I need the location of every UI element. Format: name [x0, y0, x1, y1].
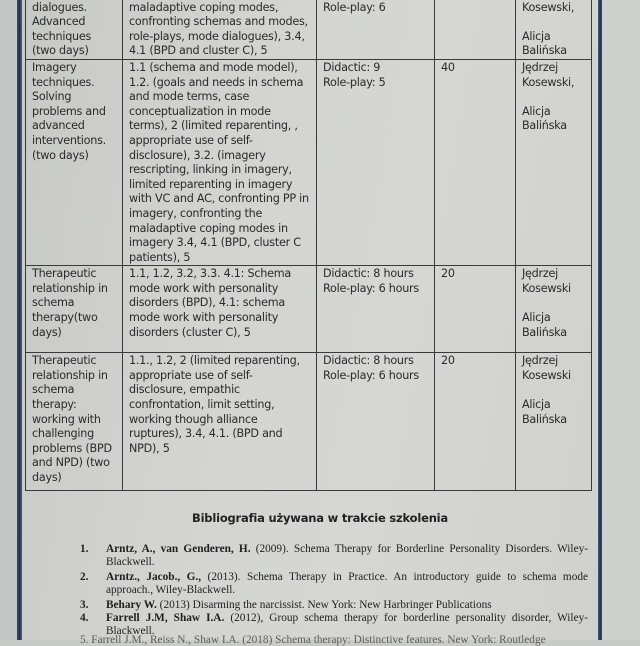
content-line: limited reparenting in imagery	[129, 177, 293, 191]
bibliography-item	[80, 543, 588, 568]
trainer-line: Alicja	[522, 29, 551, 43]
content-line: appropriate use of self-	[129, 368, 253, 382]
item-reference: (2013). Schema Therapy in Practice. An introductory guide to schema mode approach., Wiley-Blackwell.	[106, 571, 589, 596]
content-line: disorders (BPD), 4.1: schema	[129, 296, 285, 310]
hours-line: Didactic: 9	[323, 60, 381, 74]
hours-line: Didactic: 8 hours	[323, 354, 414, 368]
topic-line: Solving	[32, 90, 72, 104]
content-line: disorders (cluster C), 5	[129, 325, 251, 339]
topic-line: (two days)	[32, 44, 89, 58]
content-line: role-plays, mode dialogues), 3.4,	[129, 29, 305, 43]
bibliography-list	[80, 543, 588, 640]
content-line: mode work with personality	[129, 311, 279, 325]
item-authors: Arntz, A., van Genderen, H.	[106, 543, 251, 555]
content-line: and mode terms, case	[129, 90, 250, 104]
topic-line: advanced	[32, 119, 85, 133]
topic-line: therapy:	[32, 398, 77, 412]
trainer-gap	[522, 90, 586, 105]
topic-line: Therapeutic	[32, 267, 97, 281]
topic-line: relationship in	[32, 281, 108, 295]
content-cell	[123, 353, 317, 491]
trainer-line: Jędrzej	[522, 60, 558, 74]
content-line: disclosure, empathic	[129, 383, 240, 397]
topic-line: interventions.	[32, 133, 106, 147]
content-line: imagery 3.4, 4.1 (BPD, cluster C	[129, 236, 301, 250]
topic-line: Therapeutic	[32, 354, 97, 368]
content-line: 4.1 (BPD and cluster C), 5	[129, 44, 268, 58]
trainers-cell	[516, 353, 592, 491]
content-line: 1.1 (schema and mode model),	[129, 60, 298, 74]
trainer-line: Kosewski	[522, 281, 571, 295]
content-line: NPD), 5	[129, 441, 170, 455]
item-reference: (2009). Schema Therapy for Borderline Personality Disorders. Wiley-Blackwell.	[106, 543, 588, 568]
item-authors: Farrell J.M, Shaw I.A.	[106, 611, 225, 624]
table-row	[26, 266, 592, 353]
trainer-line: Alicja	[522, 311, 551, 325]
item-reference: (2012), Group schema therapy for borderline personality disorder, Wiley-Blackwell.	[106, 611, 588, 637]
trainer-line: Kosewski	[522, 368, 571, 382]
topic-line: and NPD) (two	[32, 456, 110, 470]
content-cell	[123, 0, 317, 59]
item-number: 2.	[80, 571, 89, 584]
table-row	[26, 353, 592, 491]
content-line: confrontation, limit setting,	[129, 398, 275, 412]
binder-shadow-right	[602, 0, 640, 640]
topic-line: techniques.	[32, 75, 95, 89]
item-authors: Behary W.	[106, 599, 157, 612]
topic-line: days)	[32, 471, 62, 485]
topic-line: techniques	[32, 29, 92, 43]
topic-line: Imagery	[32, 60, 77, 74]
content-line: rescripting, linking in imagery,	[129, 163, 292, 177]
content-line: mode work with personality	[129, 281, 279, 295]
topic-line: (two days)	[32, 148, 89, 162]
hours-cell	[317, 353, 435, 491]
item-authors: Arntz., Jacob., G.,	[106, 571, 202, 584]
content-line: appropriate use of self-	[129, 133, 253, 147]
count-cell	[435, 266, 516, 353]
bibliography-title: Bibliografia używana w trakcie szkolenia	[192, 511, 448, 525]
topic-line: problems (BPD	[32, 441, 112, 455]
content-line: imagery, confronting the	[129, 206, 263, 220]
topic-line: Advanced	[32, 15, 86, 29]
trainer-line: Balińska	[522, 119, 567, 133]
trainer-line: Jędrzej	[522, 354, 558, 368]
hours-line: Role-play: 6	[323, 0, 386, 14]
content-line: 1.1., 1.2, 2 (limited reparenting,	[129, 354, 300, 368]
topic-line: challenging	[32, 427, 94, 441]
trainers-cell	[516, 266, 592, 353]
topic-line: days)	[32, 325, 62, 339]
content-cell	[123, 266, 317, 353]
content-line: terms), 2 (limited reparenting, ,	[129, 119, 298, 133]
item-reference: (2013) Disarming the narcissist. New York: New Harbringer Publications	[156, 599, 492, 612]
hours-cell	[317, 266, 435, 353]
topic-line: relationship in	[32, 368, 108, 382]
bibliography-item	[80, 571, 588, 596]
binder-edge-left	[17, 0, 22, 640]
content-line: ruptures), 3.4, 4.1. (BPD and	[129, 427, 283, 441]
trainer-line: Jędrzej	[522, 267, 558, 281]
trainer-line: Kosewski,	[522, 0, 575, 14]
content-line: 1.2. (goals and needs in schema	[129, 75, 304, 89]
count-value: 20	[441, 267, 455, 281]
topic-line: working with	[32, 412, 101, 426]
count-value: 20	[441, 354, 455, 368]
bibliography-item	[80, 599, 588, 612]
topic-line: problems and	[32, 104, 106, 118]
content-line: confronting schemas and modes,	[129, 15, 308, 29]
bibliography-item-cut: 5. Farrell J.M., Reiss N., Shaw I.A. (2018) Schema therapy: Distinctive features. New York: Routledge	[80, 634, 546, 646]
topic-line: dialogues.	[32, 0, 87, 14]
content-line: with VC and AC, confronting PP in	[129, 192, 309, 206]
content-line: 1.1, 1.2, 3.2, 3.3. 4.1: Schema	[129, 267, 291, 281]
topic-line: therapy(two	[32, 311, 98, 325]
trainer-line: Alicja	[522, 104, 551, 118]
content-line: working though alliance	[129, 412, 258, 426]
item-number: 4.	[80, 611, 89, 624]
content-line: patients), 5	[129, 250, 191, 264]
trainer-gap	[522, 383, 586, 398]
trainer-line: Balińska	[522, 44, 567, 58]
topic-cell	[26, 0, 123, 59]
hours-line: Didactic: 8 hours	[323, 267, 414, 281]
hours-line: Role-play: 5	[323, 75, 386, 89]
content-line: maladaptive coping modes in	[129, 221, 288, 235]
topic-line: schema	[32, 383, 75, 397]
trainers-cell	[516, 59, 592, 265]
hours-line: Role-play: 6 hours	[323, 281, 419, 295]
count-cell	[435, 59, 516, 265]
topic-cell	[26, 59, 123, 265]
trainers-cell	[516, 0, 592, 59]
trainer-line: Balińska	[522, 412, 567, 426]
topic-cell	[26, 353, 123, 491]
trainer-line: Balińska	[522, 325, 567, 339]
topic-cell	[26, 266, 123, 353]
trainer-line: Kosewski,	[522, 75, 575, 89]
hours-cell	[317, 59, 435, 265]
count-cell	[435, 0, 516, 59]
hours-cell	[317, 0, 435, 59]
topic-line: schema	[32, 296, 75, 310]
content-line: disclosure), 3.2. (imagery	[129, 148, 266, 162]
trainer-line: Alicja	[522, 398, 551, 412]
content-line: maladaptive coping modes,	[129, 0, 279, 14]
table-row	[26, 59, 592, 265]
binder-shadow-left	[0, 0, 17, 640]
content-cell	[123, 59, 317, 265]
count-cell	[435, 353, 516, 491]
trainer-gap	[522, 296, 586, 311]
trainer-gap	[522, 15, 586, 30]
item-number: 1.	[80, 543, 89, 555]
table-row	[26, 0, 592, 59]
content-line: conceptualization in mode	[129, 104, 271, 118]
count-value: 40	[441, 60, 455, 74]
item-number: 3.	[80, 599, 89, 612]
hours-line: Role-play: 6 hours	[323, 368, 419, 382]
training-schedule-table	[25, 0, 592, 491]
